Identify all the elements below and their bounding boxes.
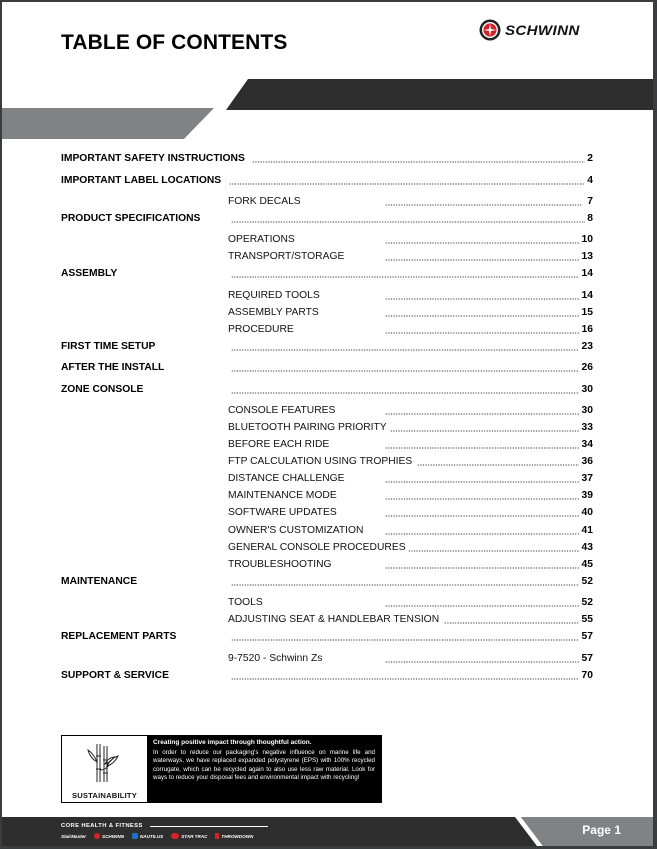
toc-entry[interactable]: IMPORTANT LABEL LOCATIONS 4	[61, 175, 593, 186]
toc-entry[interactable]: FIRST TIME SETUP 23	[61, 341, 593, 352]
toc-entry[interactable]: TROUBLESHOOTING 45	[228, 559, 593, 570]
dot-leader	[252, 161, 585, 163]
toc-entry[interactable]: TRANSPORT/STORAGE 13	[228, 251, 593, 262]
sustainability-badge	[62, 736, 147, 802]
brand-logos	[61, 833, 253, 839]
toc-entry[interactable]: MAINTENANCE MODE 39	[228, 490, 593, 501]
sustainability-label: SUSTAINABILITY	[71, 791, 138, 800]
toc-entry[interactable]: PRODUCT SPECIFICATIONS 8	[61, 213, 593, 224]
page-title: TABLE OF CONTENTS	[61, 31, 288, 54]
page-number: Page 1	[582, 823, 621, 837]
dot-leader	[385, 259, 579, 261]
toc-entry[interactable]: BEFORE EACH RIDE 34	[228, 439, 593, 450]
stairmaster-logo: StairMaster	[61, 833, 87, 839]
dot-leader	[385, 567, 579, 569]
dot-leader	[231, 221, 585, 223]
toc-entry[interactable]: OWNER'S CUSTOMIZATION 41	[228, 525, 593, 536]
dot-leader	[385, 481, 579, 483]
toc-entry[interactable]: ZONE CONSOLE 30	[61, 384, 593, 395]
nautilus-swoosh-icon	[132, 833, 138, 839]
dot-leader	[231, 276, 579, 278]
toc-entry[interactable]: GENERAL CONSOLE PROCEDURES 43	[228, 542, 593, 553]
toc-entry[interactable]: ASSEMBLY 14	[61, 268, 593, 279]
dot-leader	[385, 298, 579, 300]
dot-leader	[385, 498, 579, 500]
dot-leader	[385, 661, 579, 663]
toc-entry[interactable]: SUPPORT & SERVICE 70	[61, 670, 593, 681]
dot-leader	[385, 242, 579, 244]
dot-leader	[385, 413, 579, 415]
toc-entry[interactable]: SOFTWARE UPDATES 40	[228, 507, 593, 518]
dot-leader	[385, 447, 579, 449]
toc-entry[interactable]: CONSOLE FEATURES 30	[228, 405, 593, 416]
toc-entry[interactable]: REQUIRED TOOLS 14	[228, 290, 593, 301]
sustainability-notice	[61, 735, 382, 803]
sustainability-body: In order to reduce our packaging's negative influence on marine life and waterways, we have replaced expanded polystyrene (EPS) with 100% recycled corrugate, which can be recycled again to also use less raw material. Look for ways to reduce your disposal fees and environmental impact with recycling!	[153, 749, 375, 781]
footer-divider	[150, 826, 268, 827]
nautilus-logo: NAUTILUS	[132, 833, 163, 839]
dot-leader	[229, 183, 585, 185]
startrac-icon	[171, 833, 179, 839]
page-number-tab	[493, 817, 653, 846]
toc-entry[interactable]: ADJUSTING SEAT & HANDLEBAR TENSION 55	[228, 614, 593, 625]
document-page	[2, 2, 653, 846]
toc-entry[interactable]: 9-7520 - Schwinn Zs 57	[228, 653, 593, 664]
toc-entry[interactable]: FORK DECALS 7	[228, 196, 593, 207]
company-name: CORE HEALTH & FITNESS	[61, 823, 143, 829]
throwdown-t-icon	[215, 833, 219, 839]
toc-entry[interactable]: OPERATIONS 10	[228, 234, 593, 245]
dot-leader	[390, 430, 579, 432]
startrac-logo: STAR TRAC	[171, 833, 207, 839]
dot-leader	[385, 605, 579, 607]
dot-leader	[231, 639, 579, 641]
dot-leader	[385, 315, 579, 317]
dot-leader	[231, 678, 579, 680]
dot-leader	[231, 349, 579, 351]
toc-entry[interactable]: BLUETOOTH PAIRING PRIORITY 33	[228, 422, 593, 433]
dot-leader	[444, 622, 579, 624]
dot-leader	[385, 204, 582, 206]
schwinn-badge-icon	[94, 833, 100, 839]
toc-entry[interactable]: PROCEDURE 16	[228, 324, 593, 335]
dot-leader	[408, 550, 579, 552]
brand-name: SCHWINN	[505, 22, 580, 38]
sustainability-heading: Creating positive impact through thoughtful action.	[153, 739, 312, 746]
schwinn-footer-logo: SCHWINN	[94, 833, 124, 839]
toc-entry[interactable]: DISTANCE CHALLENGE 37	[228, 473, 593, 484]
dot-leader	[231, 392, 579, 394]
table-of-contents	[2, 2, 653, 702]
dot-leader	[385, 332, 579, 334]
bamboo-icon	[84, 740, 124, 784]
toc-entry[interactable]: FTP CALCULATION USING TROPHIES 36	[228, 456, 593, 467]
dot-leader	[417, 464, 579, 466]
throwdown-logo: THROWDOWN	[215, 833, 253, 839]
toc-entry[interactable]: AFTER THE INSTALL 26	[61, 362, 593, 373]
sustainability-text	[148, 735, 381, 803]
toc-entry[interactable]: TOOLS 52	[228, 597, 593, 608]
toc-entry[interactable]: ASSEMBLY PARTS 15	[228, 307, 593, 318]
toc-entry[interactable]: REPLACEMENT PARTS 57	[61, 631, 593, 642]
dot-leader	[385, 515, 579, 517]
dot-leader	[231, 584, 579, 586]
dot-leader	[385, 533, 579, 535]
toc-entry[interactable]: IMPORTANT SAFETY INSTRUCTIONS 2	[61, 153, 593, 164]
toc-entry[interactable]: MAINTENANCE 52	[61, 576, 593, 587]
dot-leader	[231, 370, 579, 372]
page-footer	[2, 817, 653, 846]
